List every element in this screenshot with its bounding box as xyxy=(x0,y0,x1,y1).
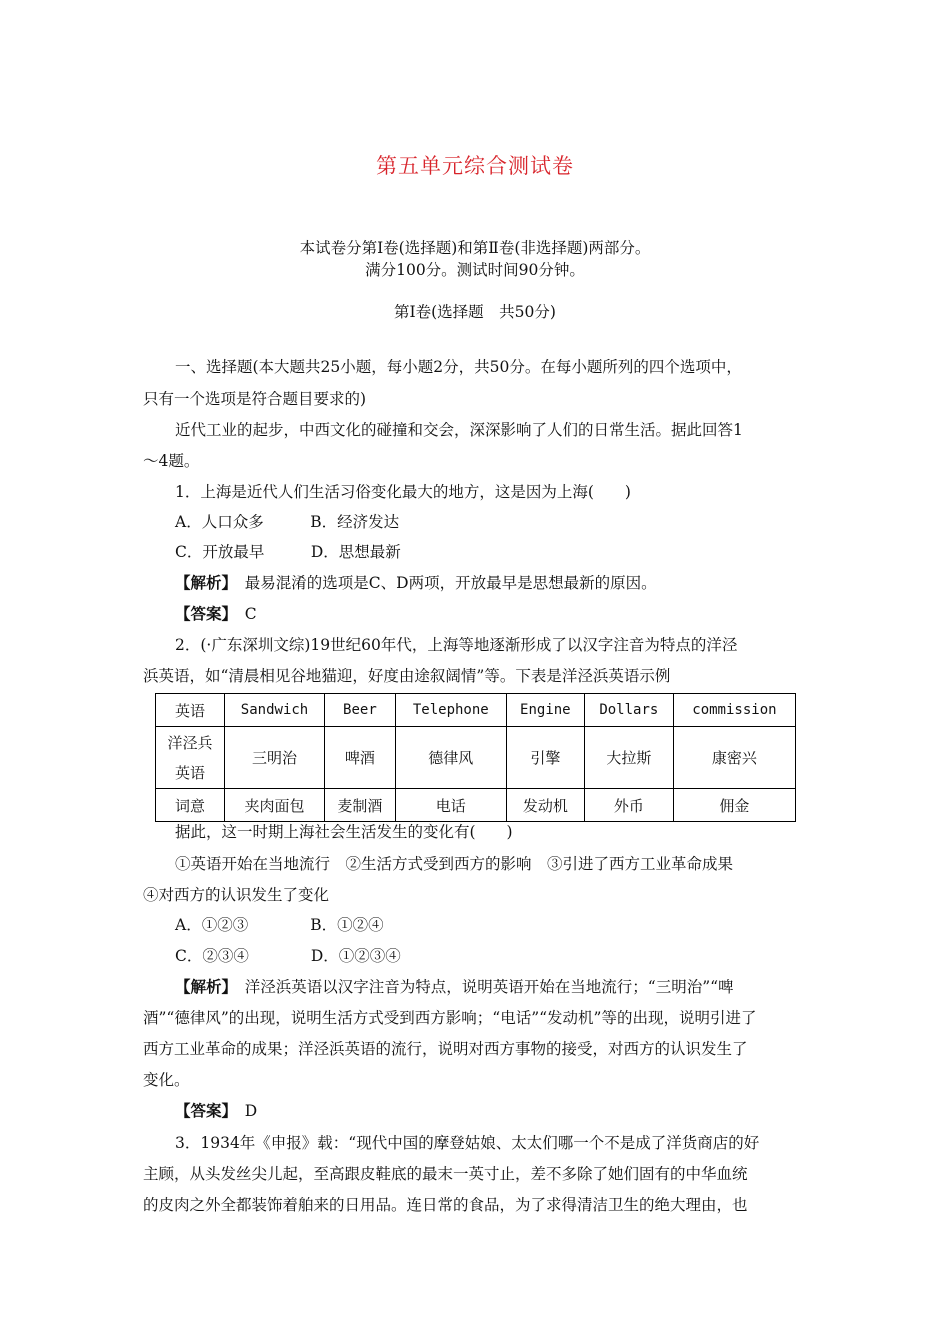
instructions-line-2: 只有一个选项是符合题目要求的) xyxy=(143,390,367,408)
table-cell: 德律风 xyxy=(395,727,506,789)
intro-line-1: 本试卷分第Ⅰ卷(选择题)和第Ⅱ卷(非选择题)两部分。 xyxy=(299,239,651,257)
table-cell: 麦制酒 xyxy=(325,789,396,822)
table-cell: 词意 xyxy=(156,789,225,822)
table-cell: 夹肉面包 xyxy=(225,789,325,822)
q1-analysis xyxy=(175,571,657,593)
table-cell: 佣金 xyxy=(673,789,795,822)
table-cell: commission xyxy=(673,694,795,727)
table-cell: 康密兴 xyxy=(673,727,795,789)
table-cell: 电话 xyxy=(395,789,506,822)
q2-analysis-4: 变化。 xyxy=(143,1071,190,1089)
q2-items-2: ④对西方的认识发生了变化 xyxy=(143,886,330,904)
table-cell: 英语 xyxy=(156,694,225,727)
q2-answer xyxy=(175,1099,257,1121)
answer-label: 【答案】 xyxy=(175,1101,230,1120)
table-cell: Dollars xyxy=(584,694,673,727)
table-cell: Telephone xyxy=(395,694,506,727)
q1-answer xyxy=(175,602,257,624)
section-heading: 第Ⅰ卷(选择题 共50分) xyxy=(394,303,556,321)
context-line-1: 近代工业的起步，中西文化的碰撞和交会，深深影响了人们的日常生活。据此回答1 xyxy=(175,421,743,439)
table-cell: Sandwich xyxy=(225,694,325,727)
answer-value: D xyxy=(244,1102,258,1120)
table-cell: 大拉斯 xyxy=(584,727,673,789)
q2-analysis-1 xyxy=(175,975,734,997)
table-cell: Engine xyxy=(506,694,584,727)
table-row xyxy=(156,694,796,727)
table-cell: 发动机 xyxy=(506,789,584,822)
table-cell: 引擎 xyxy=(506,727,584,789)
page-title: 第五单元综合测试卷 xyxy=(376,154,574,178)
q2-options-1: A．①②③ B．①②④ xyxy=(175,916,384,934)
context-line-2: ～4题。 xyxy=(143,452,200,470)
table-row xyxy=(156,789,796,822)
q2-options-2: C．②③④ D．①②③④ xyxy=(175,947,401,965)
table-cell: 三明治 xyxy=(225,727,325,789)
analysis-text: 最易混淆的选项是C、D两项，开放最早是思想最新的原因。 xyxy=(244,574,657,592)
q2-stem-2: 浜英语，如“清晨相见谷地猫迎，好度由途叙阔情”等。下表是洋泾浜英语示例 xyxy=(143,667,671,685)
answer-label: 【答案】 xyxy=(175,604,230,623)
q1-options-2: C．开放最早 D．思想最新 xyxy=(175,543,401,561)
q2-analysis-2: 酒”“德律风”的出现，说明生活方式受到西方影响；“电话”“发动机”等的出现，说明引进了 xyxy=(143,1009,757,1027)
q2-after-table: 据此，这一时期上海社会生活发生的变化有( ) xyxy=(175,823,513,841)
q2-items-1: ①英语开始在当地流行 ②生活方式受到西方的影响 ③引进了西方工业革命成果 xyxy=(175,855,734,873)
q1-stem: 1．上海是近代人们生活习俗变化最大的地方，这是因为上海( ) xyxy=(175,483,631,501)
q3-line-2: 主顾，从头发丝尖儿起，至高跟皮鞋底的最末一英寸止，差不多除了她们固有的中华血统 xyxy=(143,1165,748,1183)
intro-line-2: 满分100分。测试时间90分钟。 xyxy=(365,261,585,279)
table-cell: 外币 xyxy=(584,789,673,822)
q2-stem-1: 2．(·广东深圳文综)19世纪60年代，上海等地逐渐形成了以汉字注音为特点的洋泾 xyxy=(175,636,738,654)
table-cell: Beer xyxy=(325,694,396,727)
q3-line-3: 的皮肉之外全都装饰着舶来的日用品。连日常的食品，为了求得清洁卫生的绝大理由，也 xyxy=(143,1196,748,1214)
analysis-label: 【解析】 xyxy=(175,573,230,592)
analysis-text: 洋泾浜英语以汉字注音为特点，说明英语开始在当地流行；“三明治”“啤 xyxy=(244,978,734,996)
table-cell: 啤酒 xyxy=(325,727,396,789)
q1-options-1: A．人口众多 B．经济发达 xyxy=(175,513,400,531)
q2-analysis-3: 西方工业革命的成果；洋泾浜英语的流行，说明对西方事物的接受，对西方的认识发生了 xyxy=(143,1040,748,1058)
answer-value: C xyxy=(244,605,257,623)
pidgin-english-table xyxy=(155,693,796,822)
table-row xyxy=(156,727,796,789)
q3-line-1: 3．1934年《申报》载：“现代中国的摩登姑娘、太太们哪一个不是成了洋货商店的好 xyxy=(175,1134,760,1152)
analysis-label: 【解析】 xyxy=(175,977,230,996)
instructions-line-1: 一、选择题(本大题共25小题，每小题2分，共50分。在每小题所列的四个选项中， xyxy=(175,358,742,376)
table-cell: 洋泾兵英语 xyxy=(156,727,225,789)
